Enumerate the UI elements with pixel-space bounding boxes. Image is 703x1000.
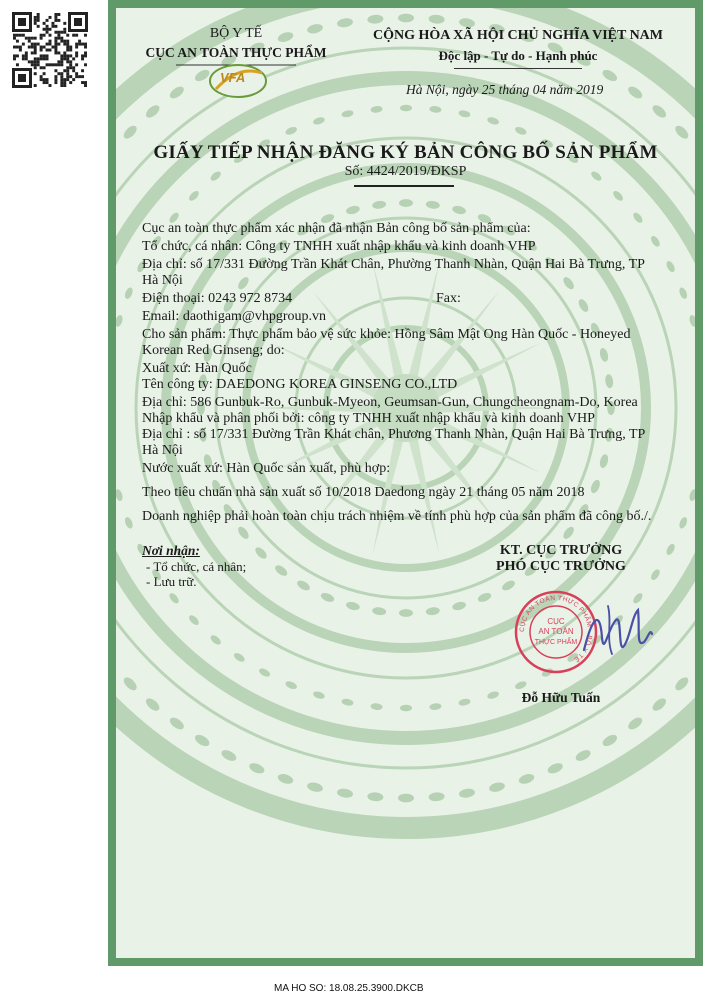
standard: Theo tiêu chuẩn nhà sản xuất số 10/2018 Daedong ngày 21 tháng 05 năm 2018 [142,485,585,500]
email: Email: daothigam@vhpgroup.vn [142,309,326,324]
document-number: Số: 4424/2019/ĐKSP [344,164,467,179]
responsibility-statement: Doanh nghiệp phải hoàn toàn chịu trách nhiệm về tính phù hợp của sản phẩm đã công bố./. [142,509,652,524]
recipient-item: - Tổ chức, cá nhân; [146,559,247,574]
signer-title-2: PHÓ CỤC TRƯỞNG [496,559,626,574]
product-line-1: Cho sản phẩm: Thực phẩm bảo vệ sức khỏe: Hồng Sâm Mật Ong Hàn Quốc - Honeyed [142,327,631,342]
recipient-item: - Lưu trữ. [146,574,197,589]
phone: Điện thoại: 0243 972 8734 [142,291,293,306]
vfa-logo-text: VFA [220,70,246,85]
dossier-code: MA HO SO: 18.08.25.3900.DKCB [274,983,424,994]
signer-title-1: KT. CỤC TRƯỞNG [499,543,623,558]
ministry-name: BỘ Y TẾ [209,26,263,41]
address-line-1: Địa chỉ: số 17/331 Đường Trần Khát Chân, Phường Thanh Nhàn, Quận Hai Bà Trưng, TP [142,257,645,272]
issue-place-date: Hà Nội, ngày 25 tháng 04 năm 2019 [406,82,604,97]
handwritten-signature [578,598,658,664]
seal-text-line: THỰC PHẨM [534,639,578,646]
qr-code [12,12,88,88]
document-title: GIẤY TIẾP NHẬN ĐĂNG KÝ BẢN CÔNG BỐ SẢN PHẨM [153,142,658,163]
importer: Nhập khẩu và phân phối bởi: công ty TNHH xuất nhập khẩu và kinh doanh VHP [142,411,595,426]
certificate-frame [108,0,703,966]
intro-text: Cục an toàn thực phẩm xác nhận đã nhận Bản công bố sản phẩm của: [142,221,531,236]
motto-underline [454,68,582,69]
fax: Fax: [436,291,461,306]
address-line-2: Hà Nội [142,273,183,288]
seal-outer-text: CỤC AN TOÀN THỰC PHẨM · BỘ Y TẾ [518,594,594,663]
manufacturer-address: Địa chỉ: 586 Gunbuk-Ro, Gunbuk-Myeon, Geumsan-Gun, Chungcheongnam-Do, Korea [142,395,638,410]
origin: Xuất xứ: Hàn Quốc [142,361,252,376]
recipients-heading: Nơi nhận: [142,543,200,558]
title-underline [354,185,454,187]
republic-name: CỘNG HÒA XÃ HỘI CHỦ NGHĨA VIỆT NAM [372,28,663,43]
signer-name: Đỗ Hữu Tuấn [521,690,601,705]
agency-name: CỤC AN TOÀN THỰC PHẨM [145,45,327,60]
importer-address-line-2: Hà Nội [142,443,183,458]
certificate-background [116,8,695,958]
organization: Tổ chức, cá nhân: Công ty TNHH xuất nhập khẩu và kinh doanh VHP [142,239,536,254]
country-of-origin: Nước xuất xứ: Hàn Quốc sản xuất, phù hợp: [142,461,391,476]
manufacturer-name: Tên công ty: DAEDONG KOREA GINSENG CO.,LTD [142,377,458,392]
national-motto: Độc lập - Tự do - Hạnh phúc [438,48,598,63]
product-line-2: Korean Red Ginseng; do: [142,343,285,358]
seal-text-line: AN TOÀN [538,627,574,636]
importer-address-line-1: Địa chỉ : số 17/331 Đường Trần Khát chân, Phương Thanh Nhàn, Quận Hai Bà Trưng, TP [142,427,646,442]
seal-text-line: CỤC [547,617,565,626]
